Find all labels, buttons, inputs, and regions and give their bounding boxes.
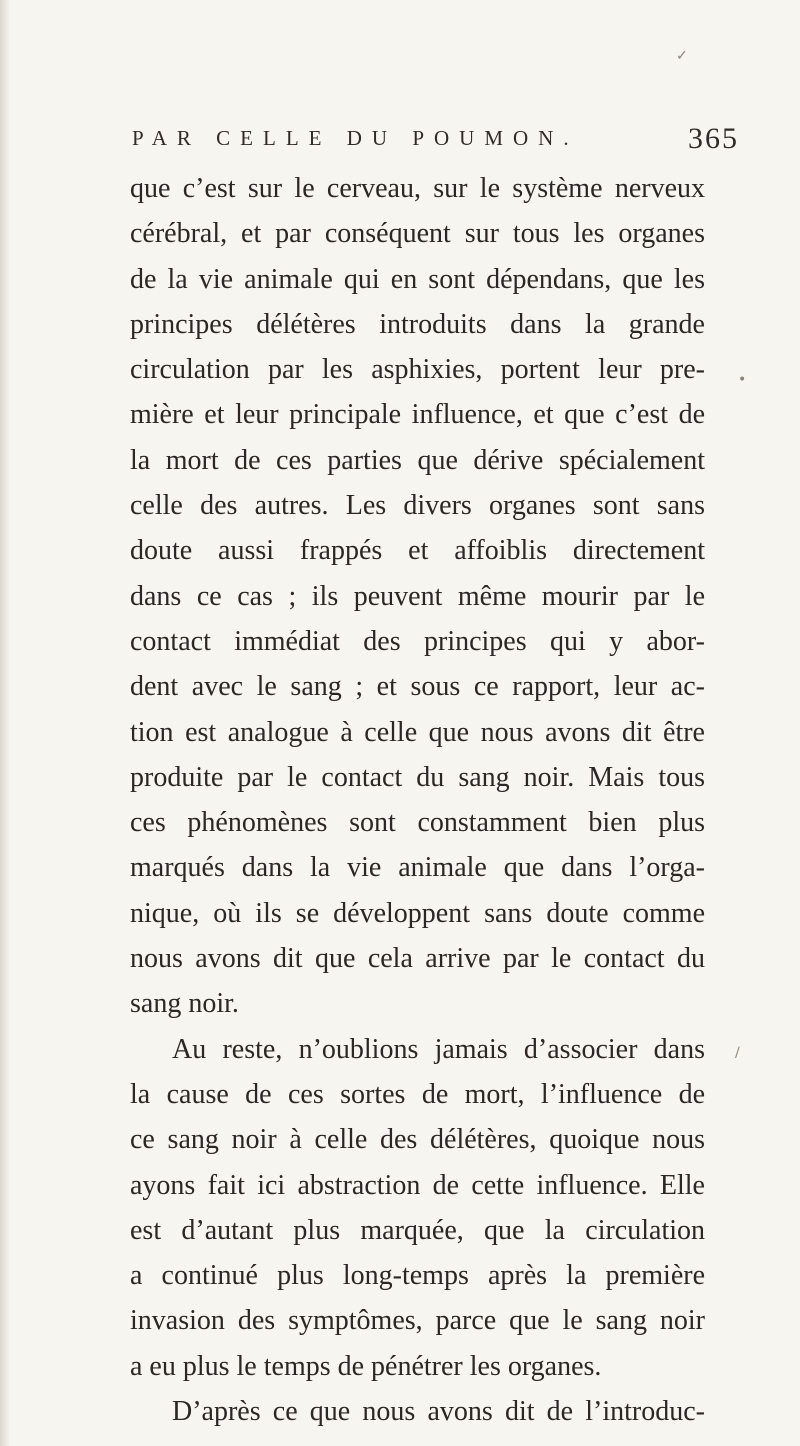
text-line: tion est analogue à celle que nous avons dit être [130,716,705,748]
text-line: D’après ce que nous avons dit de l’introduc- [172,1396,705,1428]
text-line: contact immédiat des principes qui y abor- [130,625,705,657]
page-number: 365 [688,122,739,155]
text-line: mière et leur principale influence, et que c’est de [130,399,705,431]
text-line: ayons fait ici abstraction de cette influence. Elle [130,1169,705,1201]
text-line: dent avec le sang ; et sous ce rapport, leur ac- [130,671,705,703]
text-line: invasion des symptômes, parce que le sang noir [130,1305,705,1337]
body-text [130,166,705,1434]
text-line: ces phénomènes sont constamment bien plus [130,807,705,839]
page-gutter-shadow [0,0,10,1446]
text-line: nique, où ils se développent sans doute comme [130,897,705,929]
text-line: a eu plus le temps de pénétrer les organes. [130,1350,602,1382]
text-line: celle des autres. Les divers organes sont sans [130,490,705,522]
text-line: a continué plus long-temps après la première [130,1260,705,1292]
text-line: est d’autant plus marquée, que la circulation [130,1214,705,1246]
text-line: de la vie animale qui en sont dépendans, que les [130,263,705,295]
text-line: principes délétères introduits dans la grande [130,308,705,340]
text-line: marqués dans la vie animale que dans l’orga- [130,852,705,884]
text-line: doute aussi frappés et affoiblis directement [130,535,705,567]
stray-mark: • [738,372,747,388]
text-line: cérébral, et par conséquent sur tous les organes [130,218,705,250]
text-line: que c’est sur le cerveau, sur le système nerveux [130,173,705,204]
text-line: Au reste, n’oublions jamais d’associer dans [172,1033,705,1065]
running-head: PAR CELLE DU POUMON. [132,126,579,150]
text-line: ce sang noir à celle des délétères, quoique nous [130,1124,705,1156]
text-line: circulation par les asphixies, portent leur pre- [130,354,705,386]
stray-mark: / [735,1045,740,1061]
text-line: nous avons dit que cela arrive par le contact du [130,943,705,975]
text-line: la mort de ces parties que dérive spécialement [130,444,705,476]
text-line: sang noir. [130,988,239,1020]
text-line: produite par le contact du sang noir. Mais tous [130,761,705,793]
stray-mark: ✓ [676,48,688,64]
text-line: dans ce cas ; ils peuvent même mourir par le [130,580,705,612]
text-line: la cause de ces sortes de mort, l’influence de [130,1078,705,1110]
